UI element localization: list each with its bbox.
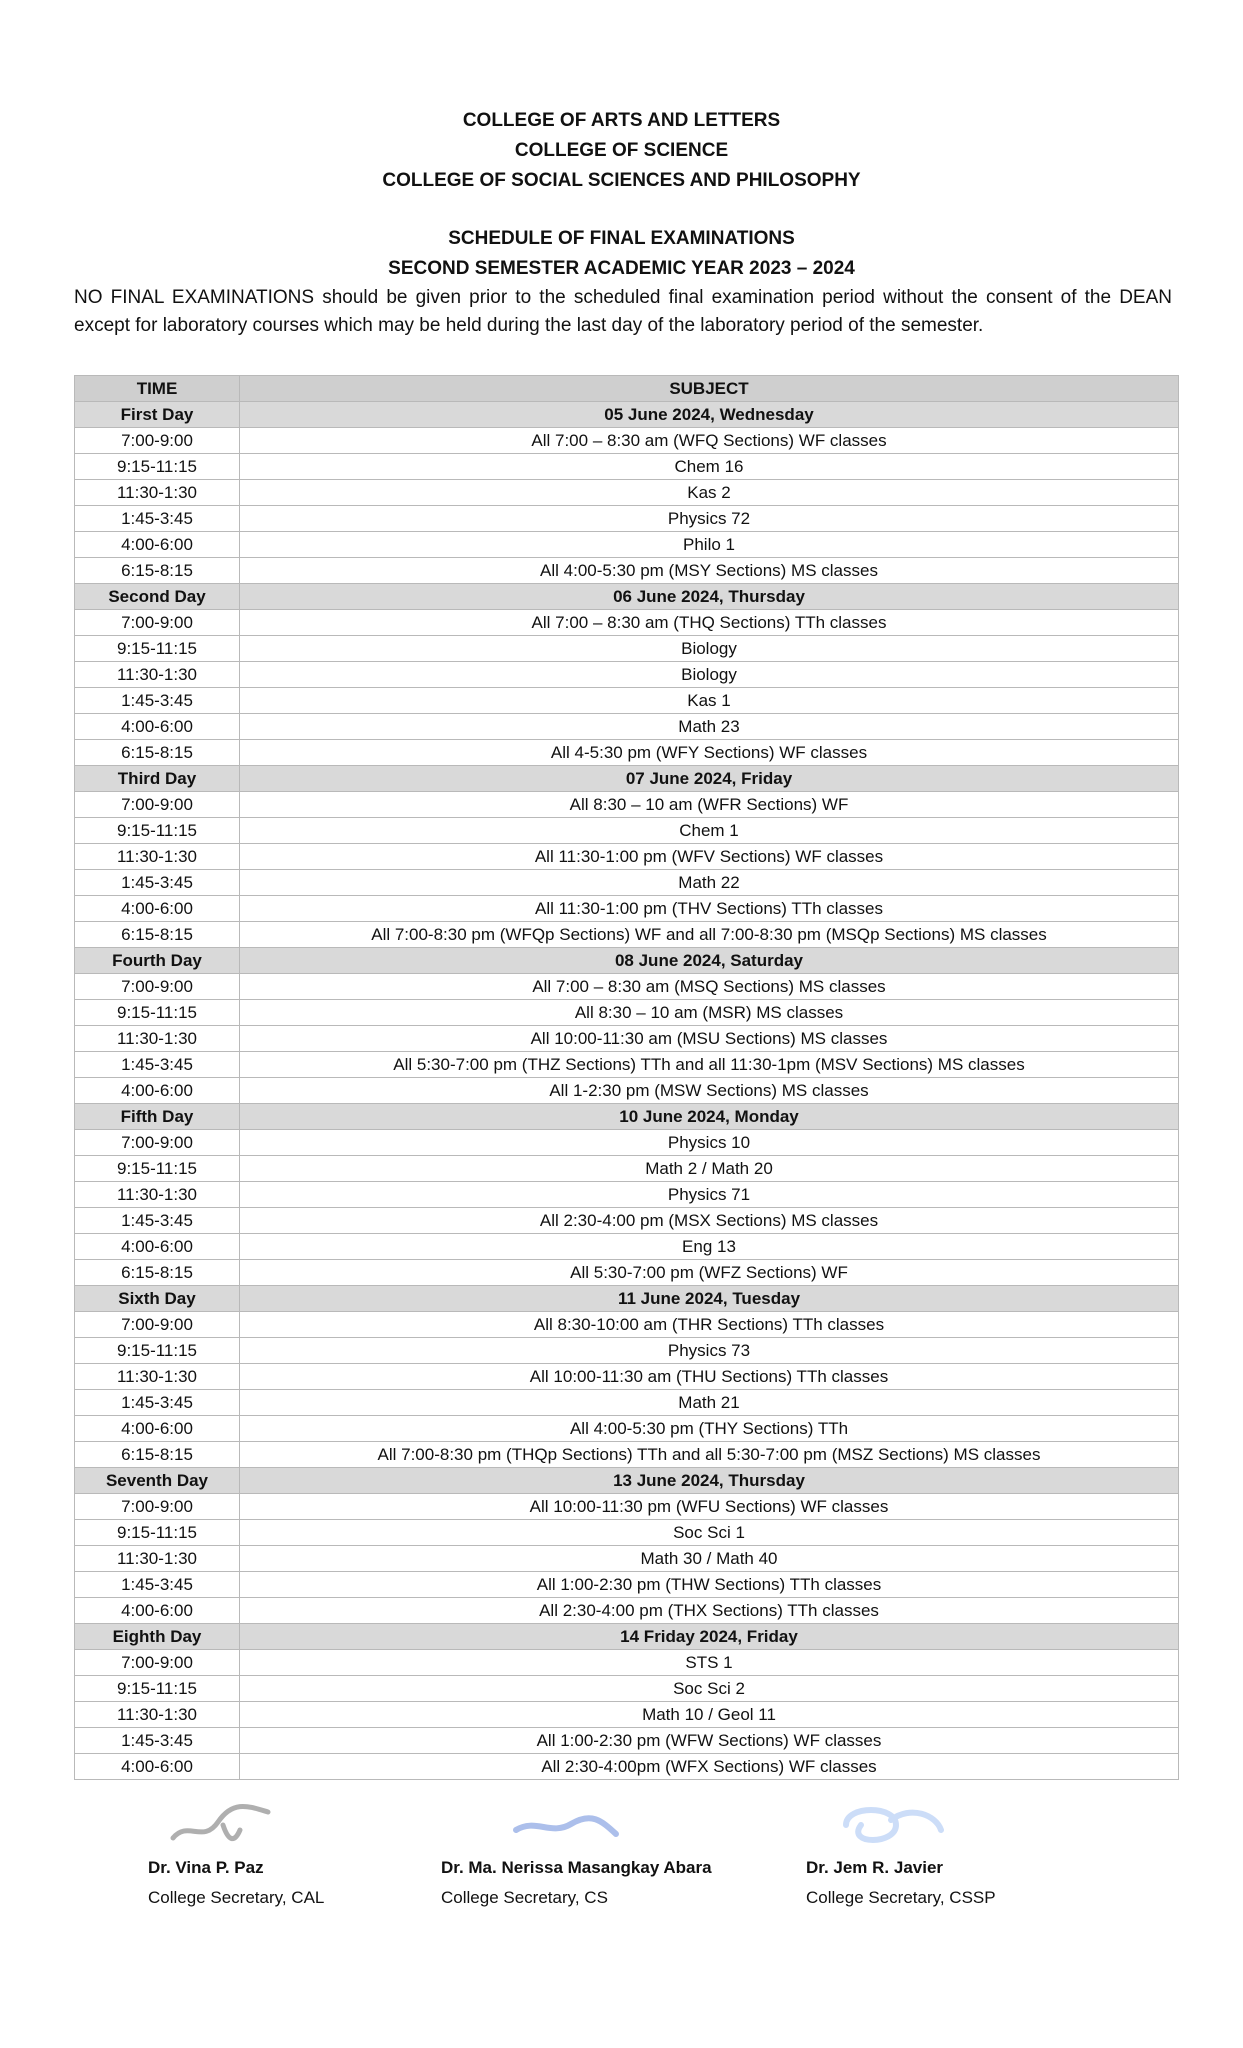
slot-subject: STS 1 (240, 1650, 1179, 1676)
table-row (75, 1182, 1179, 1208)
table-row (75, 1130, 1179, 1156)
signatory-name: Dr. Vina P. Paz (148, 1858, 264, 1877)
table-row (75, 844, 1179, 870)
table-row (75, 1442, 1179, 1468)
table-row (75, 610, 1179, 636)
slot-subject: All 1-2:30 pm (MSW Sections) MS classes (240, 1078, 1179, 1104)
slot-time: 6:15-8:15 (75, 558, 240, 584)
signatory-role: College Secretary, CSSP (806, 1888, 996, 1907)
college-arts-letters: COLLEGE OF ARTS AND LETTERS (462, 110, 781, 131)
slot-subject: Soc Sci 2 (240, 1676, 1179, 1702)
table-row (75, 1676, 1179, 1702)
table-row (75, 1728, 1179, 1754)
table-row (75, 1234, 1179, 1260)
slot-subject: All 7:00-8:30 pm (WFQp Sections) WF and all 7:00-8:30 pm (MSQp Sections) MS classes (240, 922, 1179, 948)
table-row (75, 480, 1179, 506)
slot-subject: Biology (240, 662, 1179, 688)
slot-subject: All 8:30 – 10 am (WFR Sections) WF (240, 792, 1179, 818)
table-row (75, 714, 1179, 740)
exam-schedule-table (74, 375, 1179, 1780)
slot-subject: Physics 10 (240, 1130, 1179, 1156)
slot-time: 9:15-11:15 (75, 1000, 240, 1026)
table-row (75, 1416, 1179, 1442)
day-row (75, 584, 1179, 610)
day-row (75, 1104, 1179, 1130)
slot-time: 1:45-3:45 (75, 1208, 240, 1234)
table-row (75, 688, 1179, 714)
slot-time: 11:30-1:30 (75, 1026, 240, 1052)
table-row (75, 1260, 1179, 1286)
table-row (75, 1156, 1179, 1182)
slot-time: 11:30-1:30 (75, 1364, 240, 1390)
slot-subject: Math 23 (240, 714, 1179, 740)
signature-mark (816, 1800, 966, 1850)
document-header (0, 106, 1243, 284)
slot-subject: All 4:00-5:30 pm (MSY Sections) MS classes (240, 558, 1179, 584)
slot-time: 7:00-9:00 (75, 1130, 240, 1156)
table-row (75, 1572, 1179, 1598)
slot-subject: Chem 1 (240, 818, 1179, 844)
signature-mark (168, 1800, 278, 1850)
day-row (75, 1286, 1179, 1312)
slot-time: 6:15-8:15 (75, 740, 240, 766)
slot-time: 4:00-6:00 (75, 532, 240, 558)
slot-subject: All 2:30-4:00pm (WFX Sections) WF classes (240, 1754, 1179, 1780)
day-date: 05 June 2024, Wednesday (240, 402, 1179, 428)
slot-subject: All 11:30-1:00 pm (THV Sections) TTh classes (240, 896, 1179, 922)
exam-notice: NO FINAL EXAMINATIONS should be given prior to the scheduled final examination period without the consent of the DEAN except for laboratory courses which may be held during the last day of the laboratory period of the semester. (74, 287, 1172, 336)
slot-subject: All 2:30-4:00 pm (MSX Sections) MS classes (240, 1208, 1179, 1234)
table-row (75, 636, 1179, 662)
slot-subject: Math 10 / Geol 11 (240, 1702, 1179, 1728)
day-date: 06 June 2024, Thursday (240, 584, 1179, 610)
signatory-name: Dr. Ma. Nerissa Masangkay Abara (441, 1858, 712, 1877)
slot-time: 1:45-3:45 (75, 1572, 240, 1598)
table-body (75, 402, 1179, 1780)
table-row (75, 740, 1179, 766)
signatories-block (0, 1800, 1243, 1920)
slot-subject: Eng 13 (240, 1234, 1179, 1260)
slot-subject: Biology (240, 636, 1179, 662)
table-header-row (75, 376, 1179, 402)
table-row (75, 1754, 1179, 1780)
slot-subject: All 10:00-11:30 am (MSU Sections) MS classes (240, 1026, 1179, 1052)
day-label: Fifth Day (75, 1104, 240, 1130)
slot-time: 11:30-1:30 (75, 844, 240, 870)
slot-subject: Philo 1 (240, 532, 1179, 558)
day-date: 10 June 2024, Monday (240, 1104, 1179, 1130)
table-row (75, 1390, 1179, 1416)
day-label: Fourth Day (75, 948, 240, 974)
table-row (75, 1078, 1179, 1104)
day-label: Seventh Day (75, 1468, 240, 1494)
slot-subject: All 5:30-7:00 pm (THZ Sections) TTh and all 11:30-1pm (MSV Sections) MS classes (240, 1052, 1179, 1078)
table-row (75, 1520, 1179, 1546)
slot-subject: All 2:30-4:00 pm (THX Sections) TTh classes (240, 1598, 1179, 1624)
slot-time: 9:15-11:15 (75, 636, 240, 662)
day-label: Eighth Day (75, 1624, 240, 1650)
table-row (75, 870, 1179, 896)
slot-subject: All 7:00 – 8:30 am (MSQ Sections) MS classes (240, 974, 1179, 1000)
slot-time: 7:00-9:00 (75, 1650, 240, 1676)
slot-time: 9:15-11:15 (75, 1520, 240, 1546)
slot-subject: Soc Sci 1 (240, 1520, 1179, 1546)
table-row (75, 454, 1179, 480)
slot-time: 4:00-6:00 (75, 1598, 240, 1624)
slot-time: 6:15-8:15 (75, 922, 240, 948)
slot-time: 4:00-6:00 (75, 1234, 240, 1260)
slot-subject: All 8:30 – 10 am (MSR) MS classes (240, 1000, 1179, 1026)
slot-time: 7:00-9:00 (75, 610, 240, 636)
slot-time: 9:15-11:15 (75, 1156, 240, 1182)
table-row (75, 922, 1179, 948)
slot-subject: All 10:00-11:30 pm (WFU Sections) WF classes (240, 1494, 1179, 1520)
slot-time: 4:00-6:00 (75, 1078, 240, 1104)
day-date: 14 Friday 2024, Friday (240, 1624, 1179, 1650)
day-date: 13 June 2024, Thursday (240, 1468, 1179, 1494)
slot-time: 11:30-1:30 (75, 1182, 240, 1208)
table-row (75, 1702, 1179, 1728)
table-row (75, 532, 1179, 558)
signatory-role: College Secretary, CS (441, 1888, 608, 1907)
table-row (75, 1052, 1179, 1078)
slot-subject: Physics 71 (240, 1182, 1179, 1208)
day-row (75, 1624, 1179, 1650)
day-date: 11 June 2024, Tuesday (240, 1286, 1179, 1312)
slot-subject: Physics 72 (240, 506, 1179, 532)
slot-time: 11:30-1:30 (75, 1702, 240, 1728)
college-social-sciences: COLLEGE OF SOCIAL SCIENCES AND PHILOSOPHY (382, 170, 861, 191)
slot-time: 9:15-11:15 (75, 1338, 240, 1364)
table-row (75, 1650, 1179, 1676)
day-date: 07 June 2024, Friday (240, 766, 1179, 792)
table-row (75, 1364, 1179, 1390)
column-header-subject: SUBJECT (240, 376, 1179, 402)
table-row (75, 1546, 1179, 1572)
document-subtitle: SECOND SEMESTER ACADEMIC YEAR 2023 – 2024 (388, 258, 855, 279)
table-row (75, 1494, 1179, 1520)
slot-time: 1:45-3:45 (75, 506, 240, 532)
table-row (75, 974, 1179, 1000)
table-row (75, 558, 1179, 584)
slot-time: 7:00-9:00 (75, 428, 240, 454)
signatory-name: Dr. Jem R. Javier (806, 1858, 944, 1877)
day-label: Second Day (75, 584, 240, 610)
slot-subject: Math 22 (240, 870, 1179, 896)
slot-time: 11:30-1:30 (75, 480, 240, 506)
slot-time: 4:00-6:00 (75, 1416, 240, 1442)
slot-time: 1:45-3:45 (75, 1390, 240, 1416)
slot-subject: All 5:30-7:00 pm (WFZ Sections) WF (240, 1260, 1179, 1286)
day-date: 08 June 2024, Saturday (240, 948, 1179, 974)
slot-time: 1:45-3:45 (75, 870, 240, 896)
day-label: Third Day (75, 766, 240, 792)
table-row (75, 506, 1179, 532)
slot-time: 11:30-1:30 (75, 662, 240, 688)
table-row (75, 1026, 1179, 1052)
slot-subject: All 4:00-5:30 pm (THY Sections) TTh (240, 1416, 1179, 1442)
slot-subject: Physics 73 (240, 1338, 1179, 1364)
slot-time: 4:00-6:00 (75, 896, 240, 922)
slot-subject: Math 2 / Math 20 (240, 1156, 1179, 1182)
table-row (75, 1312, 1179, 1338)
slot-subject: All 11:30-1:00 pm (WFV Sections) WF classes (240, 844, 1179, 870)
slot-time: 7:00-9:00 (75, 1312, 240, 1338)
slot-subject: All 7:00-8:30 pm (THQp Sections) TTh and all 5:30-7:00 pm (MSZ Sections) MS classes (240, 1442, 1179, 1468)
day-label: Sixth Day (75, 1286, 240, 1312)
slot-time: 9:15-11:15 (75, 454, 240, 480)
slot-subject: Chem 16 (240, 454, 1179, 480)
slot-subject: Math 21 (240, 1390, 1179, 1416)
table-row (75, 1000, 1179, 1026)
table-row (75, 1598, 1179, 1624)
day-row (75, 766, 1179, 792)
slot-time: 11:30-1:30 (75, 1546, 240, 1572)
slot-time: 1:45-3:45 (75, 1728, 240, 1754)
slot-subject: Math 30 / Math 40 (240, 1546, 1179, 1572)
slot-time: 9:15-11:15 (75, 1676, 240, 1702)
slot-subject: All 7:00 – 8:30 am (THQ Sections) TTh classes (240, 610, 1179, 636)
slot-time: 4:00-6:00 (75, 1754, 240, 1780)
slot-subject: All 10:00-11:30 am (THU Sections) TTh classes (240, 1364, 1179, 1390)
slot-subject: Kas 2 (240, 480, 1179, 506)
signature-mark (511, 1800, 621, 1850)
day-row (75, 948, 1179, 974)
table-row (75, 896, 1179, 922)
document-title: SCHEDULE OF FINAL EXAMINATIONS (448, 228, 795, 249)
table-row (75, 1208, 1179, 1234)
slot-subject: All 7:00 – 8:30 am (WFQ Sections) WF classes (240, 428, 1179, 454)
table-row (75, 662, 1179, 688)
slot-time: 6:15-8:15 (75, 1442, 240, 1468)
slot-time: 1:45-3:45 (75, 688, 240, 714)
table-row (75, 792, 1179, 818)
slot-time: 9:15-11:15 (75, 818, 240, 844)
slot-subject: All 1:00-2:30 pm (WFW Sections) WF classes (240, 1728, 1179, 1754)
college-science: COLLEGE OF SCIENCE (514, 140, 729, 161)
column-header-time: TIME (75, 376, 240, 402)
slot-time: 7:00-9:00 (75, 974, 240, 1000)
table-row (75, 428, 1179, 454)
slot-time: 7:00-9:00 (75, 792, 240, 818)
day-row (75, 402, 1179, 428)
slot-subject: All 4-5:30 pm (WFY Sections) WF classes (240, 740, 1179, 766)
table-row (75, 1338, 1179, 1364)
slot-subject: All 1:00-2:30 pm (THW Sections) TTh classes (240, 1572, 1179, 1598)
signatory-role: College Secretary, CAL (148, 1888, 325, 1907)
slot-time: 6:15-8:15 (75, 1260, 240, 1286)
day-row (75, 1468, 1179, 1494)
slot-subject: Kas 1 (240, 688, 1179, 714)
slot-time: 4:00-6:00 (75, 714, 240, 740)
slot-time: 7:00-9:00 (75, 1494, 240, 1520)
slot-subject: All 8:30-10:00 am (THR Sections) TTh classes (240, 1312, 1179, 1338)
table-row (75, 818, 1179, 844)
day-label: First Day (75, 402, 240, 428)
slot-time: 1:45-3:45 (75, 1052, 240, 1078)
